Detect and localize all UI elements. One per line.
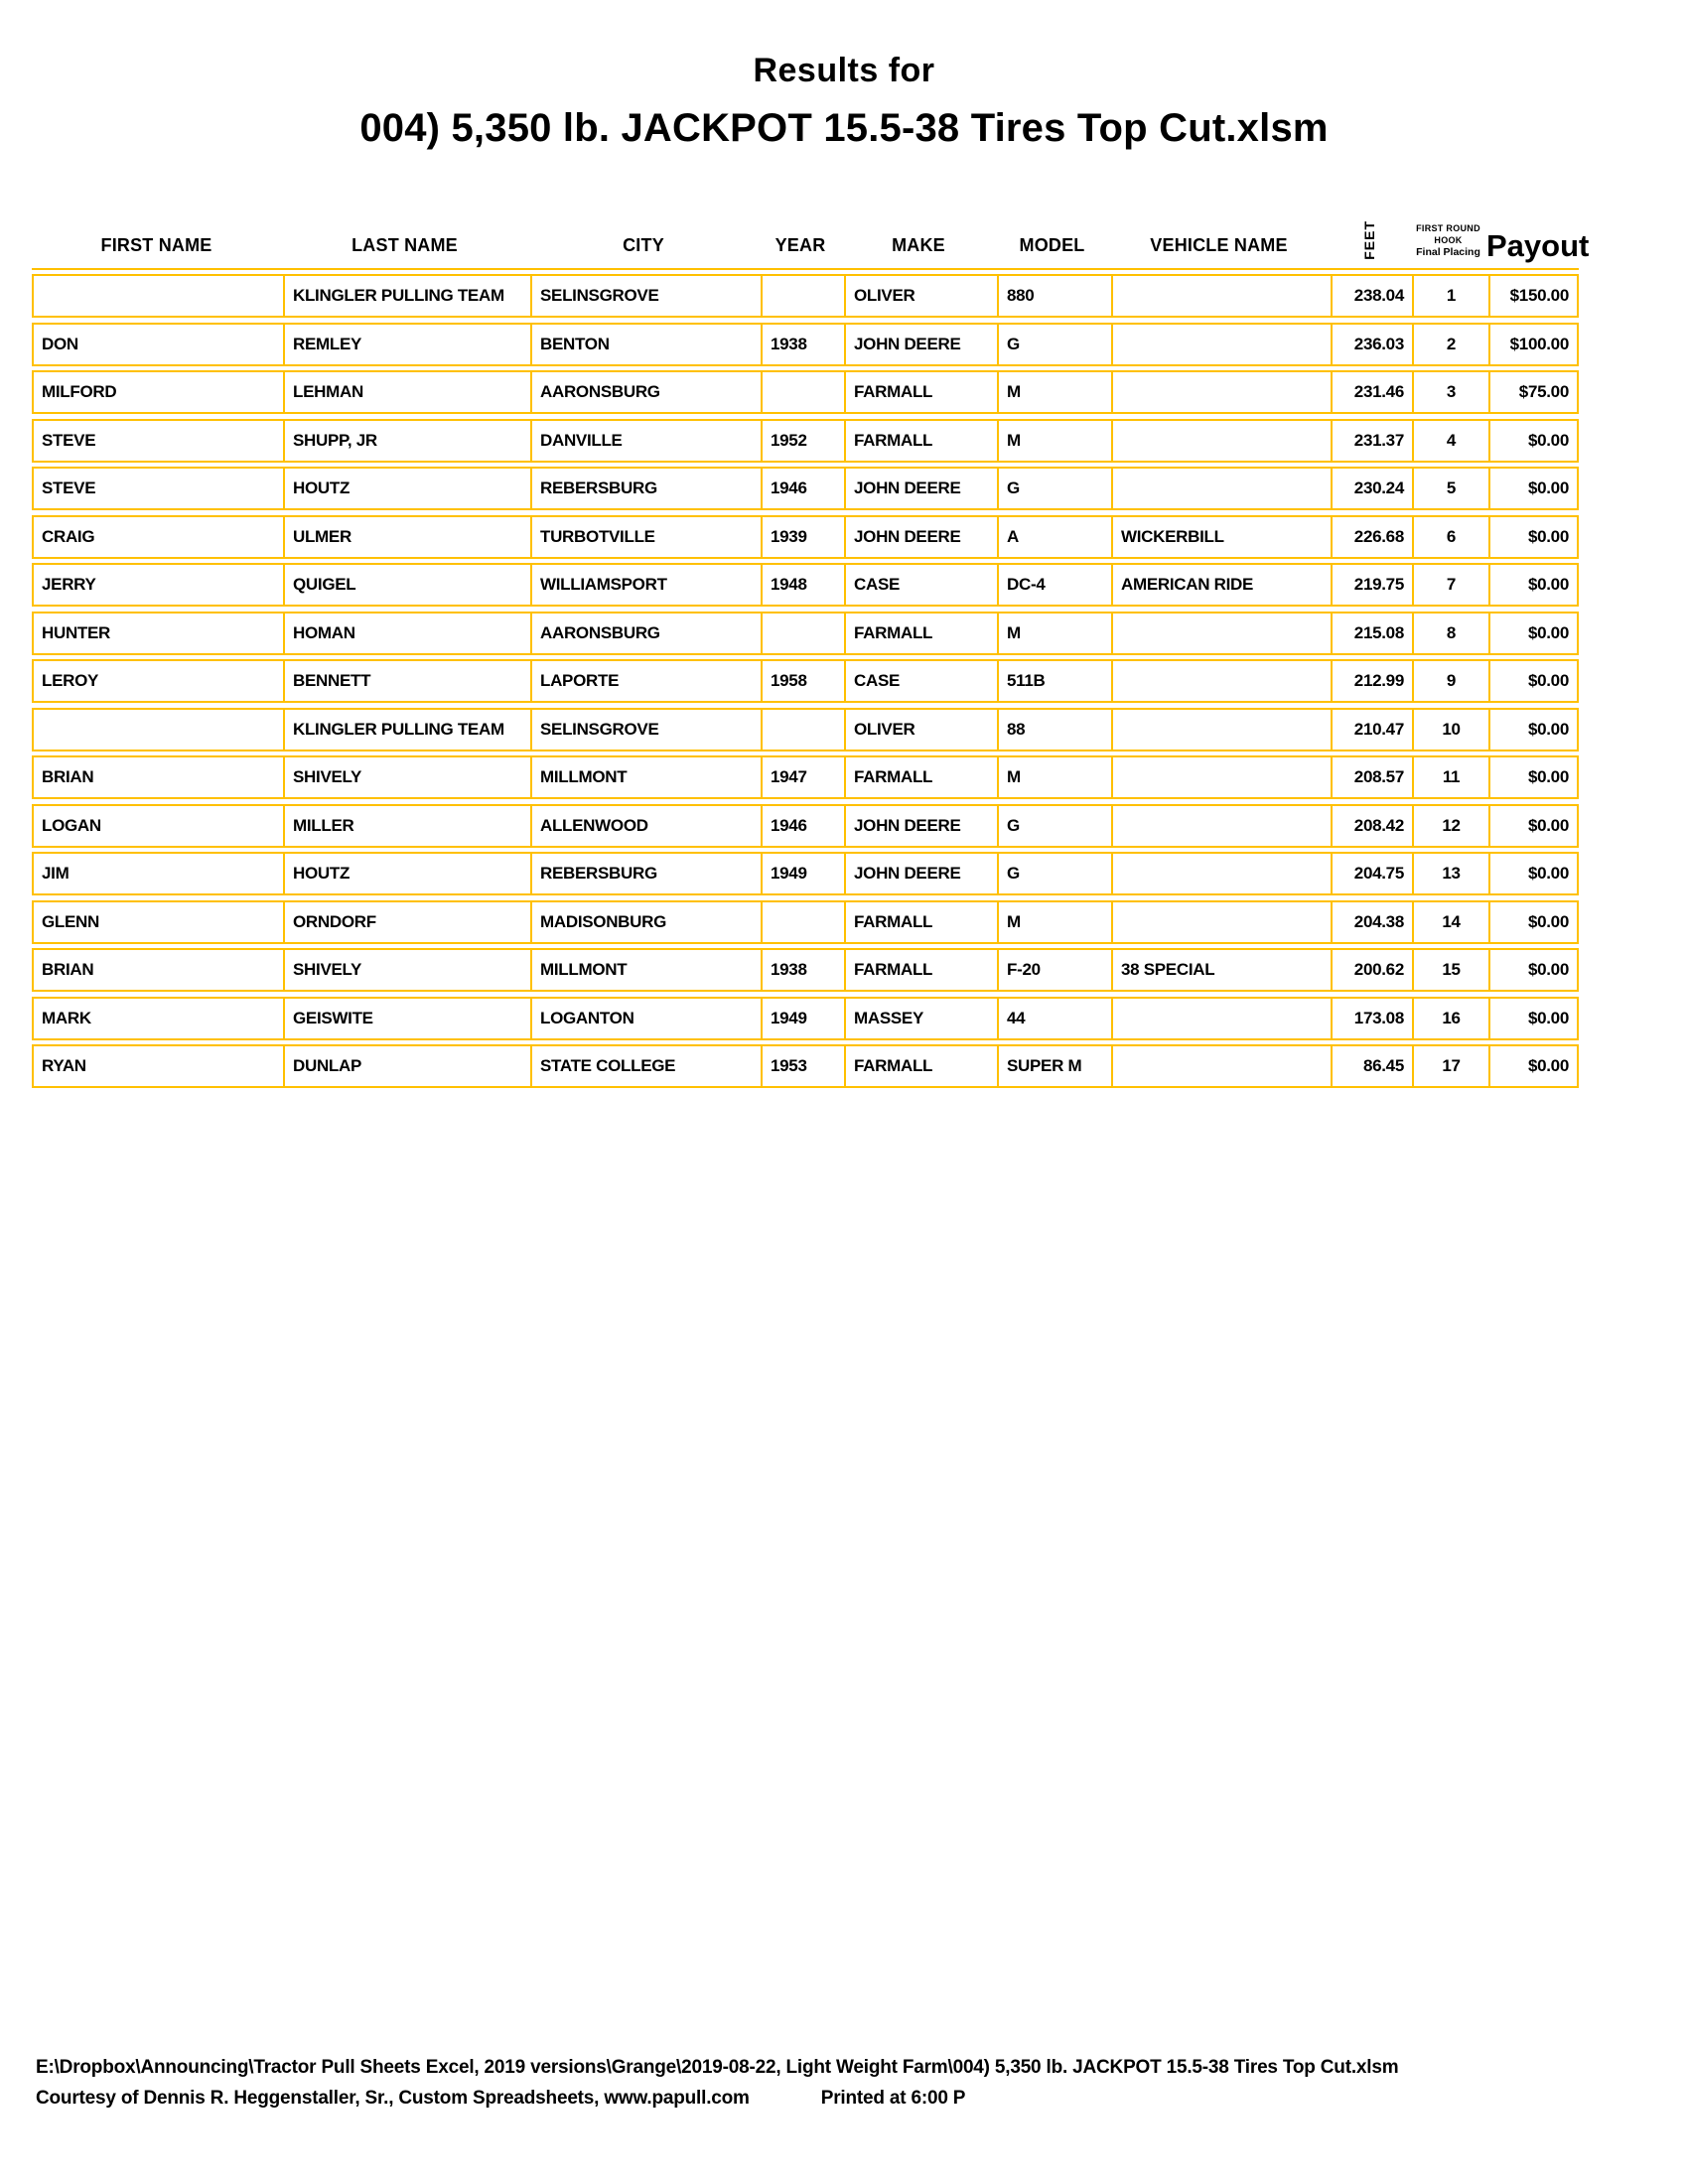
cell-last-name: HOUTZ bbox=[283, 469, 530, 508]
cell-feet: 231.37 bbox=[1331, 421, 1412, 461]
cell-vehicle-name bbox=[1111, 806, 1331, 846]
cell-year: 1958 bbox=[761, 661, 844, 701]
table-row bbox=[32, 804, 1579, 848]
col-header-city: CITY bbox=[623, 235, 664, 255]
cell-model: 511B bbox=[997, 661, 1111, 701]
cell-model: 880 bbox=[997, 276, 1111, 316]
cell-year bbox=[761, 614, 844, 653]
cell-placing: 5 bbox=[1412, 469, 1488, 508]
cell-make: FARMALL bbox=[844, 1046, 997, 1086]
cell-city: REBERSBURG bbox=[530, 469, 761, 508]
placing-header-line1: FIRST ROUND bbox=[1416, 222, 1480, 233]
footer-printed-at: Printed at 6:00 P bbox=[820, 2088, 966, 2109]
cell-first-name: CRAIG bbox=[42, 526, 95, 546]
cell-last-name: ORNDORF bbox=[283, 902, 530, 942]
cell-model: M bbox=[997, 757, 1111, 797]
table-row bbox=[32, 323, 1579, 366]
col-header-make: MAKE bbox=[892, 235, 945, 255]
cell-model: G bbox=[997, 854, 1111, 893]
cell-placing: 17 bbox=[1412, 1046, 1488, 1086]
cell-feet: 204.38 bbox=[1331, 902, 1412, 942]
cell-payout: $0.00 bbox=[1488, 517, 1577, 557]
table-body bbox=[32, 274, 1579, 1088]
cell-feet: 215.08 bbox=[1331, 614, 1412, 653]
cell-year: 1946 bbox=[761, 806, 844, 846]
cell-payout: $0.00 bbox=[1488, 614, 1577, 653]
cell-placing: 13 bbox=[1412, 854, 1488, 893]
feet-rotated-label: FEET bbox=[1361, 220, 1377, 260]
cell-first-name: MILFORD bbox=[42, 382, 117, 401]
cell-payout: $0.00 bbox=[1488, 806, 1577, 846]
cell-vehicle-name bbox=[1111, 421, 1331, 461]
cell-model: M bbox=[997, 614, 1111, 653]
cell-first-name: DON bbox=[42, 334, 78, 353]
cell-last-name: HOUTZ bbox=[283, 854, 530, 893]
cell-city: LAPORTE bbox=[530, 661, 761, 701]
cell-year: 1953 bbox=[761, 1046, 844, 1086]
table-row bbox=[32, 274, 1579, 318]
cell-feet: 236.03 bbox=[1331, 325, 1412, 364]
cell-model: 44 bbox=[997, 999, 1111, 1038]
cell-first-name: RYAN bbox=[42, 1056, 86, 1075]
cell-vehicle-name: AMERICAN RIDE bbox=[1111, 565, 1331, 605]
cell-year: 1949 bbox=[761, 854, 844, 893]
cell-first-name: LEROY bbox=[42, 671, 99, 690]
table-row bbox=[32, 515, 1579, 559]
cell-city: LOGANTON bbox=[530, 999, 761, 1038]
table-row bbox=[32, 755, 1579, 799]
cell-make: CASE bbox=[844, 661, 997, 701]
cell-make: MASSEY bbox=[844, 999, 997, 1038]
cell-city: DANVILLE bbox=[530, 421, 761, 461]
cell-first-name: MARK bbox=[42, 1008, 91, 1027]
table-row bbox=[32, 708, 1579, 751]
cell-last-name: LEHMAN bbox=[283, 372, 530, 412]
cell-make: OLIVER bbox=[844, 276, 997, 316]
cell-city: SELINSGROVE bbox=[530, 276, 761, 316]
table-row bbox=[32, 612, 1579, 655]
cell-feet: 173.08 bbox=[1331, 999, 1412, 1038]
cell-make: JOHN DEERE bbox=[844, 469, 997, 508]
cell-placing: 11 bbox=[1412, 757, 1488, 797]
results-table bbox=[32, 195, 1590, 1088]
cell-placing: 12 bbox=[1412, 806, 1488, 846]
cell-last-name: GEISWITE bbox=[283, 999, 530, 1038]
cell-placing: 6 bbox=[1412, 517, 1488, 557]
cell-feet: 200.62 bbox=[1331, 950, 1412, 990]
cell-year: 1946 bbox=[761, 469, 844, 508]
cell-make: CASE bbox=[844, 565, 997, 605]
cell-city: AARONSBURG bbox=[530, 614, 761, 653]
cell-vehicle-name bbox=[1111, 854, 1331, 893]
cell-payout: $0.00 bbox=[1488, 565, 1577, 605]
cell-last-name: BENNETT bbox=[283, 661, 530, 701]
table-top-border bbox=[32, 268, 1579, 270]
footer-courtesy-line bbox=[36, 2088, 1398, 2110]
cell-payout: $0.00 bbox=[1488, 469, 1577, 508]
col-header-payout: Payout bbox=[1486, 228, 1590, 263]
cell-placing: 2 bbox=[1412, 325, 1488, 364]
col-header-last-name: LAST NAME bbox=[352, 235, 458, 255]
cell-vehicle-name bbox=[1111, 469, 1331, 508]
col-header-feet bbox=[1329, 220, 1410, 268]
cell-first-name: STEVE bbox=[42, 478, 96, 497]
cell-feet: 204.75 bbox=[1331, 854, 1412, 893]
page-title: Results for bbox=[753, 52, 935, 89]
cell-city: STATE COLLEGE bbox=[530, 1046, 761, 1086]
page-subtitle-filename: 004) 5,350 lb. JACKPOT 15.5-38 Tires Top Cut.xlsm bbox=[359, 106, 1329, 150]
cell-last-name: REMLEY bbox=[283, 325, 530, 364]
cell-model: M bbox=[997, 421, 1111, 461]
cell-payout: $0.00 bbox=[1488, 710, 1577, 750]
col-header-model: MODEL bbox=[1019, 235, 1085, 255]
cell-model: 88 bbox=[997, 710, 1111, 750]
cell-last-name: SHIVELY bbox=[283, 950, 530, 990]
cell-vehicle-name bbox=[1111, 757, 1331, 797]
cell-city: ALLENWOOD bbox=[530, 806, 761, 846]
cell-payout: $0.00 bbox=[1488, 854, 1577, 893]
col-header-placing bbox=[1410, 223, 1486, 268]
cell-payout: $0.00 bbox=[1488, 421, 1577, 461]
cell-last-name: ULMER bbox=[283, 517, 530, 557]
cell-make: JOHN DEERE bbox=[844, 806, 997, 846]
table-row bbox=[32, 1044, 1579, 1088]
cell-make: FARMALL bbox=[844, 372, 997, 412]
cell-feet: 208.57 bbox=[1331, 757, 1412, 797]
cell-first-name bbox=[34, 276, 283, 316]
cell-year bbox=[761, 276, 844, 316]
cell-model: G bbox=[997, 806, 1111, 846]
table-row bbox=[32, 948, 1579, 992]
table-row bbox=[32, 563, 1579, 607]
table-row bbox=[32, 467, 1579, 510]
cell-vehicle-name bbox=[1111, 325, 1331, 364]
cell-payout: $150.00 bbox=[1488, 276, 1577, 316]
cell-first-name: HUNTER bbox=[42, 622, 111, 642]
cell-model: M bbox=[997, 902, 1111, 942]
cell-first-name: LOGAN bbox=[42, 815, 101, 835]
cell-make: FARMALL bbox=[844, 614, 997, 653]
cell-placing: 10 bbox=[1412, 710, 1488, 750]
cell-year: 1938 bbox=[761, 950, 844, 990]
cell-vehicle-name: WICKERBILL bbox=[1111, 517, 1331, 557]
cell-feet: 238.04 bbox=[1331, 276, 1412, 316]
cell-last-name: KLINGLER PULLING TEAM bbox=[283, 276, 530, 316]
cell-model: A bbox=[997, 517, 1111, 557]
cell-year: 1947 bbox=[761, 757, 844, 797]
cell-payout: $0.00 bbox=[1488, 757, 1577, 797]
cell-year: 1948 bbox=[761, 565, 844, 605]
cell-year: 1939 bbox=[761, 517, 844, 557]
cell-model: G bbox=[997, 469, 1111, 508]
cell-last-name: DUNLAP bbox=[283, 1046, 530, 1086]
col-header-year: YEAR bbox=[774, 235, 826, 255]
cell-payout: $0.00 bbox=[1488, 902, 1577, 942]
table-row bbox=[32, 900, 1579, 944]
col-header-first-name: FIRST NAME bbox=[100, 235, 212, 255]
cell-vehicle-name bbox=[1111, 372, 1331, 412]
cell-model: G bbox=[997, 325, 1111, 364]
cell-feet: 212.99 bbox=[1331, 661, 1412, 701]
cell-model: SUPER M bbox=[997, 1046, 1111, 1086]
cell-payout: $100.00 bbox=[1488, 325, 1577, 364]
cell-payout: $0.00 bbox=[1488, 661, 1577, 701]
page-footer bbox=[36, 2057, 1398, 2110]
cell-city: WILLIAMSPORT bbox=[530, 565, 761, 605]
cell-model: M bbox=[997, 372, 1111, 412]
cell-placing: 14 bbox=[1412, 902, 1488, 942]
cell-make: JOHN DEERE bbox=[844, 325, 997, 364]
table-row bbox=[32, 370, 1579, 414]
cell-year: 1938 bbox=[761, 325, 844, 364]
cell-placing: 7 bbox=[1412, 565, 1488, 605]
cell-vehicle-name bbox=[1111, 661, 1331, 701]
cell-payout: $0.00 bbox=[1488, 950, 1577, 990]
table-row bbox=[32, 659, 1579, 703]
cell-feet: 219.75 bbox=[1331, 565, 1412, 605]
cell-placing: 1 bbox=[1412, 276, 1488, 316]
table-header-row bbox=[32, 195, 1590, 268]
cell-vehicle-name bbox=[1111, 710, 1331, 750]
cell-placing: 8 bbox=[1412, 614, 1488, 653]
cell-make: FARMALL bbox=[844, 950, 997, 990]
cell-make: FARMALL bbox=[844, 902, 997, 942]
cell-year bbox=[761, 902, 844, 942]
cell-first-name: JIM bbox=[42, 864, 70, 883]
cell-feet: 231.46 bbox=[1331, 372, 1412, 412]
cell-feet: 210.47 bbox=[1331, 710, 1412, 750]
cell-first-name: BRIAN bbox=[42, 960, 94, 979]
cell-first-name bbox=[34, 710, 283, 750]
cell-city: TURBOTVILLE bbox=[530, 517, 761, 557]
cell-vehicle-name: 38 SPECIAL bbox=[1111, 950, 1331, 990]
cell-year: 1952 bbox=[761, 421, 844, 461]
placing-header-line2: HOOK bbox=[1434, 234, 1463, 245]
cell-feet: 226.68 bbox=[1331, 517, 1412, 557]
cell-city: REBERSBURG bbox=[530, 854, 761, 893]
table-row bbox=[32, 419, 1579, 463]
cell-vehicle-name bbox=[1111, 902, 1331, 942]
cell-year bbox=[761, 372, 844, 412]
cell-city: BENTON bbox=[530, 325, 761, 364]
cell-make: FARMALL bbox=[844, 421, 997, 461]
cell-vehicle-name bbox=[1111, 1046, 1331, 1086]
cell-placing: 15 bbox=[1412, 950, 1488, 990]
cell-first-name: JERRY bbox=[42, 575, 96, 594]
cell-make: JOHN DEERE bbox=[844, 517, 997, 557]
cell-placing: 16 bbox=[1412, 999, 1488, 1038]
cell-feet: 230.24 bbox=[1331, 469, 1412, 508]
cell-last-name: HOMAN bbox=[283, 614, 530, 653]
cell-model: DC-4 bbox=[997, 565, 1111, 605]
cell-vehicle-name bbox=[1111, 614, 1331, 653]
report-titles bbox=[0, 52, 1688, 151]
cell-vehicle-name bbox=[1111, 276, 1331, 316]
cell-city: MILLMONT bbox=[530, 757, 761, 797]
cell-make: JOHN DEERE bbox=[844, 854, 997, 893]
cell-make: FARMALL bbox=[844, 757, 997, 797]
cell-model: F-20 bbox=[997, 950, 1111, 990]
cell-placing: 4 bbox=[1412, 421, 1488, 461]
cell-city: MILLMONT bbox=[530, 950, 761, 990]
col-header-vehicle-name: VEHICLE NAME bbox=[1150, 235, 1288, 255]
cell-feet: 208.42 bbox=[1331, 806, 1412, 846]
table-row bbox=[32, 852, 1579, 895]
cell-last-name: KLINGLER PULLING TEAM bbox=[283, 710, 530, 750]
table-row bbox=[32, 997, 1579, 1040]
cell-last-name: QUIGEL bbox=[283, 565, 530, 605]
cell-last-name: SHIVELY bbox=[283, 757, 530, 797]
cell-first-name: STEVE bbox=[42, 430, 96, 450]
footer-courtesy-text: Courtesy of Dennis R. Heggenstaller, Sr., Custom Spreadsheets, www.papull.com bbox=[36, 2088, 750, 2109]
cell-first-name: BRIAN bbox=[42, 767, 94, 786]
cell-placing: 3 bbox=[1412, 372, 1488, 412]
cell-placing: 9 bbox=[1412, 661, 1488, 701]
cell-city: SELINSGROVE bbox=[530, 710, 761, 750]
cell-year: 1949 bbox=[761, 999, 844, 1038]
cell-year bbox=[761, 710, 844, 750]
footer-file-path: E:\Dropbox\Announcing\Tractor Pull Sheets Excel, 2019 versions\Grange\2019-08-22, Light Weight Farm\004) 5,350 lb. JACKPOT 15.5-38 Tires Top Cut.xlsm bbox=[36, 2057, 1399, 2078]
cell-vehicle-name bbox=[1111, 999, 1331, 1038]
placing-header-line3: Final Placing bbox=[1416, 246, 1480, 259]
cell-city: MADISONBURG bbox=[530, 902, 761, 942]
cell-feet: 86.45 bbox=[1331, 1046, 1412, 1086]
cell-last-name: SHUPP, JR bbox=[283, 421, 530, 461]
cell-make: OLIVER bbox=[844, 710, 997, 750]
cell-city: AARONSBURG bbox=[530, 372, 761, 412]
cell-payout: $0.00 bbox=[1488, 1046, 1577, 1086]
cell-payout: $0.00 bbox=[1488, 999, 1577, 1038]
cell-payout: $75.00 bbox=[1488, 372, 1577, 412]
cell-first-name: GLENN bbox=[42, 911, 100, 931]
cell-last-name: MILLER bbox=[283, 806, 530, 846]
